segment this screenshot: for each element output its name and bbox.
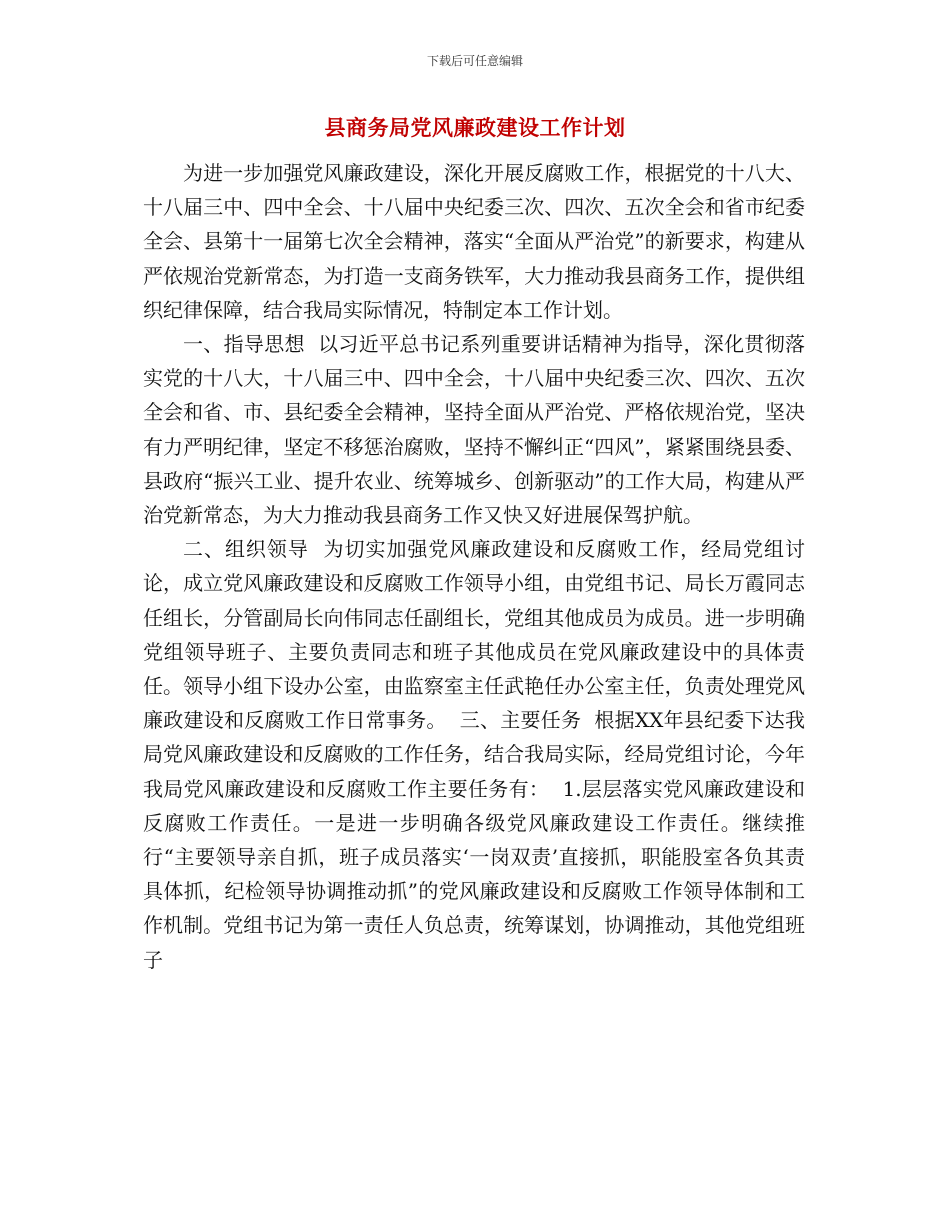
paragraph-intro: 为进一步加强党风廉政建设，深化开展反腐败工作，根据党的十八大、十八届三中、四中全会、十八届中央纪委三次、四次、五次全会和省市纪委全会、县第十一届第七次全会精神，落实“全面从严治党”的新要求，构建从严依规治党新常态，为打造一支商务铁军，大力推动我县商务工作，提供组织纪律保障，结合我局实际情况，特制定本工作计划。 [143,161,805,322]
document-title: 县商务局党风廉政建设工作计划 [324,115,626,140]
paragraph-organization-leadership: 二、组织领导 为切实加强党风廉政建设和反腐败工作，经局党组讨论，成立党风廉政建设和反腐败工作领导小组，由党组书记、局长万霞同志任组长，分管副局长向伟同志任副组长，党组其他成员为成员。进一步明确党组领导班子、主要负责同志和班子其他成员在党风廉政建设中的具体责任。领导小组下设办公室，由监察室主任武艳任办公室主任，负责处理党风廉政建设和反腐败工作日常事务。 三、主要任务 根据XX年县纪委下达我局党风廉政建设和反腐败的工作任务，结合我局实际，经局党组讨论，今年我局党风廉政建设和反腐败工作主要任务有： 1.层层落实党风廉政建设和反腐败工作责任。一是进一步明确各级党风廉政建设工作责任。继续推行“主要领导亲自抓，班子成员落实‘一岗双责’直接抓，职能股室各负其责具体抓，纪检领导协调推动抓”的党风廉政建设和反腐败工作领导体制和工作机制。党组书记为第一责任人负总责，统筹谋划，协调推动，其他党组班子 [143,537,805,972]
page-header-note: 下载后可任意编辑 [426,54,523,68]
document-body [143,156,805,977]
paragraph-guiding-ideology: 一、指导思想 以习近平总书记系列重要讲话精神为指导，深化贯彻落实党的十八大，十八届三中、四中全会，十八届中央纪委三次、四次、五次全会和省、市、县纪委全会精神，坚持全面从严治党、严格依规治党，坚决有力严明纪律，坚定不移惩治腐败，坚持不懈纠正“四风”，紧紧围绕县委、县政府“振兴工业、提升农业、统筹城乡、创新驱动”的工作大局，构建从严治党新常态，为大力推动我县商务工作又快又好进展保驾护航。 [143,332,805,528]
